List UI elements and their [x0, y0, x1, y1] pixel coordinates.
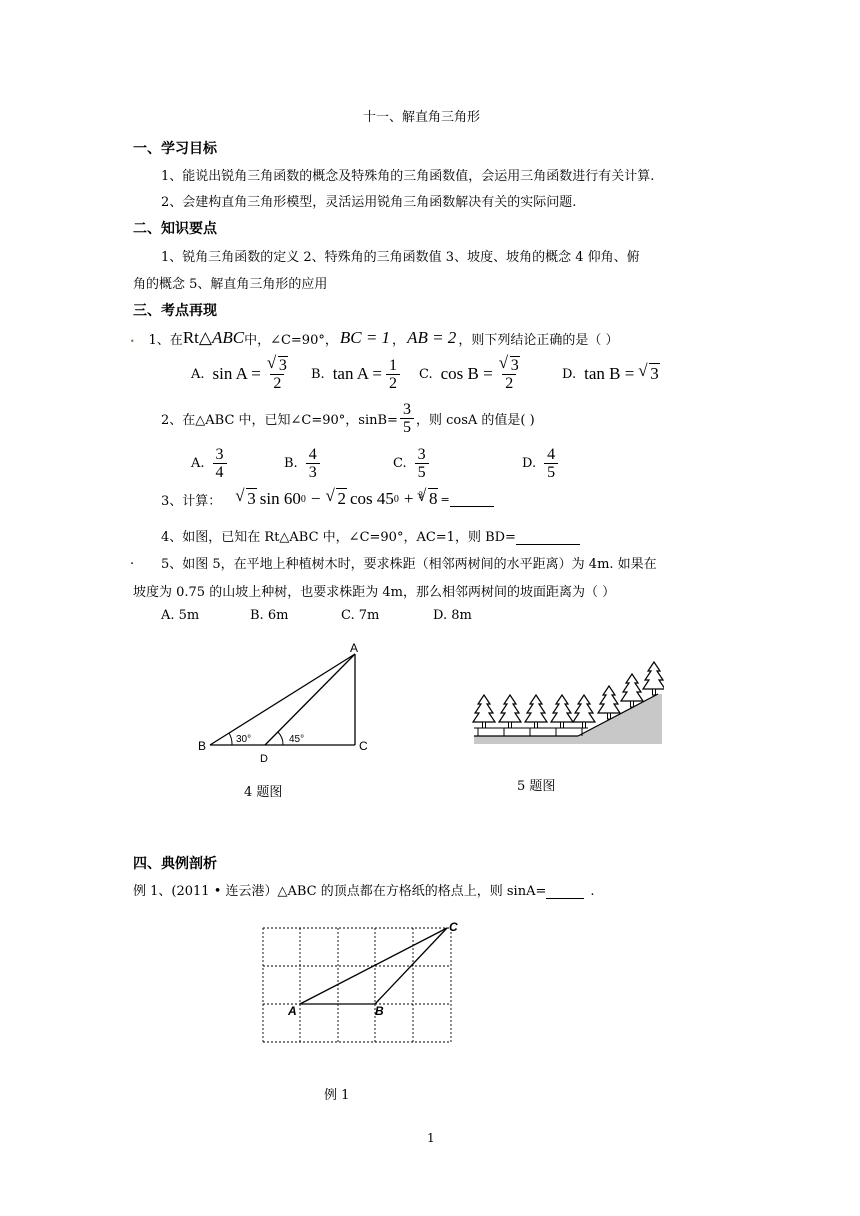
example-1-caption: 例 1: [324, 1088, 350, 1103]
page-title: 十一、解直角三角形: [363, 110, 481, 125]
q5-option-c: C. 7m: [341, 608, 380, 623]
fig4-label-b: B: [198, 739, 207, 753]
fig4-angle-30: 30°: [236, 734, 252, 745]
section-heading-knowledge: 二、知识要点: [133, 221, 217, 237]
page-number: 1: [427, 1131, 435, 1145]
q2-option-d: D. $\frac{4}{5}$: [522, 442, 560, 484]
section-heading-exam-points: 三、考点再现: [133, 303, 217, 319]
q5-option-d: D. 8m: [433, 608, 472, 623]
q1-option-a: A. sin A = √ $\frac{3}{2}$: [191, 352, 292, 396]
q1-option-c: C. cos B = √ $\frac{3}{2}$: [419, 352, 524, 396]
section-heading-goals: 一、学习目标: [133, 141, 217, 157]
goal-item: 2、会建构直角三角形模型，灵活运用锐角三角函数解决有关的实际问题.: [161, 195, 577, 210]
q2-option-b: B. $\frac{4}{3}$: [284, 442, 322, 484]
question-1: . 1、在 Rt△ ABC 中，∠C=90°， BC = 1 ， AB = 2 ，则下列结论正确的是（ ）: [130, 328, 619, 348]
fig4-label-d: D: [260, 753, 268, 765]
fig4-angle-45: 45°: [289, 734, 305, 745]
ex1-label-b: B: [375, 1004, 384, 1018]
ex1-label-a: A: [288, 1004, 297, 1018]
section-heading-examples: 四、典例剖析: [133, 856, 217, 872]
figure-4-triangle: [196, 638, 386, 768]
question-5-line: 坡度为 0.75 的山坡上种树，也要求株距为 4m，那么相邻两树间的坡面距离为（ ）: [133, 585, 616, 600]
knowledge-line: 角的概念 5、解直角三角形的应用: [133, 277, 328, 292]
q2-option-c: C. $\frac{3}{5}$: [393, 442, 431, 484]
goal-item: 1、能说出锐角三角函数的概念及特殊角的三角函数值，会运用三角函数进行有关计算.: [161, 169, 655, 184]
fig4-label-a: A: [350, 641, 359, 655]
q2-option-a: A. $\frac{3}{4}$: [191, 442, 229, 484]
figure-5-tree-slope: [466, 656, 664, 748]
q5-option-a: A. 5m: [161, 608, 200, 623]
example-1-question: 例 1、(2011 • 连云港）△ABC 的顶点都在方格纸的格点上，则 sinA= .: [133, 884, 595, 899]
figure-4-caption: 4 题图: [244, 785, 283, 800]
question-2: 2、在△ABC 中，已知∠C=90°，sinB= $\frac{3}{5}$ ，则 cosA 的值是( ): [161, 400, 535, 436]
q5-option-b: B. 6m: [250, 608, 289, 623]
q5-dot: .: [130, 553, 135, 568]
question-5-line: 5、如图 5，在平地上种植树木时，要求株距（相邻两树间的水平距离）为 4m. 如果在: [161, 557, 657, 572]
figure-5-caption: 5 题图: [517, 779, 556, 794]
q1-option-d: D. tan B = √ 3: [562, 352, 660, 396]
example-1-grid-figure: [255, 916, 467, 1050]
knowledge-line: 1、锐角三角函数的定义 2、特殊角的三角函数值 3、坡度、坡角的概念 4 仰角、俯: [161, 250, 640, 265]
q1-option-b: B. tan A = $\frac{1}{2}$: [311, 352, 402, 396]
ex1-label-c: C: [449, 920, 458, 934]
question-3: 3、计算： √ 3 sin 60 0 − √ 2 cos 45 0 + $^3$ √ 8 =: [161, 486, 494, 512]
fig4-label-c: C: [359, 739, 368, 753]
question-4: 4、如图，已知在 Rt△ABC 中，∠C=90°，AC=1，则 BD=: [161, 526, 580, 545]
